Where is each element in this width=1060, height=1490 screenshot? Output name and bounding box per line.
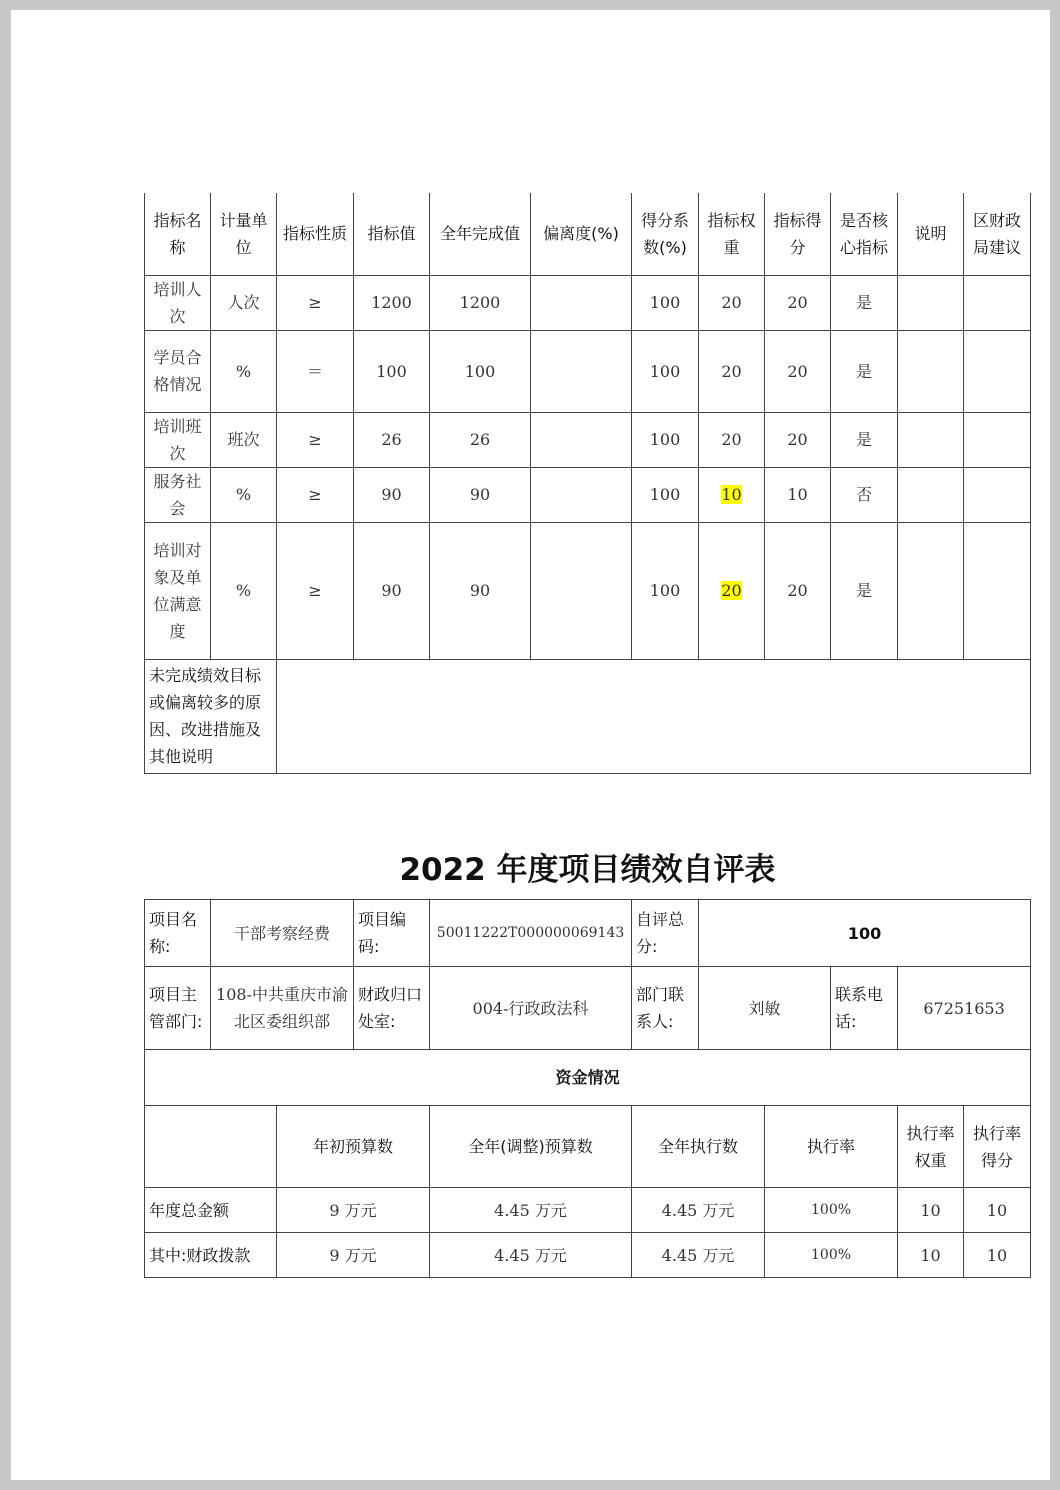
row-nature: ≥ [277, 467, 354, 522]
funds-row-adjusted: 4.45 万元 [430, 1233, 632, 1278]
contact-label: 部门联系人: [632, 967, 699, 1050]
funds-section-label: 资金情况 [145, 1050, 1031, 1106]
funds-header-adjusted: 全年(调整)预算数 [430, 1106, 632, 1188]
header-unit: 计量单位 [211, 193, 277, 275]
row-target: 90 [354, 467, 430, 522]
row-deviation [531, 522, 632, 659]
project-code-value: 50011222T000000069143 [430, 900, 632, 967]
funds-header-rate: 执行率 [765, 1106, 898, 1188]
table-row [145, 522, 1031, 659]
row-nature: ≥ [277, 522, 354, 659]
header-deviation: 偏离度(%) [531, 193, 632, 275]
row-core: 是 [831, 330, 898, 412]
funds-header-weight: 执行率权重 [898, 1106, 964, 1188]
row-weight: 20 [699, 412, 765, 467]
funds-header-executed: 全年执行数 [632, 1106, 765, 1188]
row-deviation [531, 467, 632, 522]
indicator-header-row [145, 193, 1031, 275]
row-actual: 90 [430, 522, 531, 659]
header-coef: 得分系数(%) [632, 193, 699, 275]
row-coef: 100 [632, 467, 699, 522]
row-score: 20 [765, 275, 831, 330]
row-core: 否 [831, 467, 898, 522]
funds-header-score: 执行率得分 [964, 1106, 1031, 1188]
header-advice: 区财政局建议 [964, 193, 1031, 275]
row-core: 是 [831, 412, 898, 467]
row-weight-cell [699, 522, 765, 659]
row-coef: 100 [632, 412, 699, 467]
row-actual: 100 [430, 330, 531, 412]
funds-row-executed: 4.45 万元 [632, 1188, 765, 1233]
header-weight: 指标权重 [699, 193, 765, 275]
row-note [898, 522, 964, 659]
funds-row-weight: 10 [898, 1188, 964, 1233]
phone-value: 67251653 [898, 967, 1031, 1050]
table-row [145, 467, 1031, 522]
row-target: 100 [354, 330, 430, 412]
funds-header-row [145, 1106, 1031, 1188]
row-advice [964, 467, 1031, 522]
project-name-value: 干部考察经费 [211, 900, 354, 967]
row-weight-highlight: 10 [721, 485, 742, 504]
header-note: 说明 [898, 193, 964, 275]
funds-row-weight: 10 [898, 1233, 964, 1278]
row-unit: % [211, 522, 277, 659]
funds-row-label: 其中:财政拨款 [145, 1233, 277, 1278]
row-unit: 人次 [211, 275, 277, 330]
project-code-label: 项目编码: [354, 900, 430, 967]
project-table [144, 899, 1031, 1278]
remark-label: 未完成绩效目标或偏离较多的原因、改进措施及其他说明 [145, 659, 277, 773]
row-score: 20 [765, 412, 831, 467]
table-row [145, 275, 1031, 330]
dept-label: 项目主管部门: [145, 967, 211, 1050]
dept-value: 108-中共重庆市渝北区委组织部 [211, 967, 354, 1050]
row-advice [964, 275, 1031, 330]
row-weight: 20 [699, 275, 765, 330]
row-unit: 班次 [211, 412, 277, 467]
row-target: 90 [354, 522, 430, 659]
funds-row-score: 10 [964, 1188, 1031, 1233]
row-note [898, 330, 964, 412]
funds-row-initial: 9 万元 [277, 1233, 430, 1278]
document-page [11, 10, 1050, 1480]
row-name: 学员合格情况 [145, 330, 211, 412]
project-info-row [145, 900, 1031, 967]
funds-section-row [145, 1050, 1031, 1106]
funds-row-initial: 9 万元 [277, 1188, 430, 1233]
funds-row-score: 10 [964, 1233, 1031, 1278]
funds-row-rate: 100% [765, 1233, 898, 1278]
row-core: 是 [831, 522, 898, 659]
row-name: 培训人次 [145, 275, 211, 330]
project-name-label: 项目名称: [145, 900, 211, 967]
table-row [145, 330, 1031, 412]
header-nature: 指标性质 [277, 193, 354, 275]
department-row [145, 967, 1031, 1050]
row-name: 培训班次 [145, 412, 211, 467]
row-target: 26 [354, 412, 430, 467]
remark-row [145, 659, 1031, 773]
row-deviation [531, 330, 632, 412]
funds-header-initial: 年初预算数 [277, 1106, 430, 1188]
funds-header-blank [145, 1106, 277, 1188]
row-weight-highlight: 20 [721, 581, 742, 600]
remark-value [277, 659, 1031, 773]
contact-value: 刘敏 [699, 967, 831, 1050]
row-weight: 20 [699, 330, 765, 412]
row-core: 是 [831, 275, 898, 330]
row-advice [964, 330, 1031, 412]
row-name: 培训对象及单位满意度 [145, 522, 211, 659]
row-score: 20 [765, 522, 831, 659]
row-target: 1200 [354, 275, 430, 330]
table-row [145, 1233, 1031, 1278]
phone-label: 联系电话: [831, 967, 898, 1050]
row-weight-cell [699, 467, 765, 522]
row-coef: 100 [632, 330, 699, 412]
page-title: 2022 年度项目绩效自评表 [399, 852, 776, 888]
row-actual: 90 [430, 467, 531, 522]
indicator-table [144, 193, 1031, 774]
funds-row-executed: 4.45 万元 [632, 1233, 765, 1278]
row-note [898, 412, 964, 467]
finance-value: 004-行政政法科 [430, 967, 632, 1050]
header-indicator-name: 指标名称 [145, 193, 211, 275]
row-coef: 100 [632, 522, 699, 659]
row-score: 20 [765, 330, 831, 412]
row-unit: % [211, 330, 277, 412]
row-nature: ≥ [277, 275, 354, 330]
row-name: 服务社会 [145, 467, 211, 522]
row-nature: ＝ [277, 330, 354, 412]
funds-row-label: 年度总金额 [145, 1188, 277, 1233]
row-actual: 26 [430, 412, 531, 467]
row-score: 10 [765, 467, 831, 522]
row-nature: ≥ [277, 412, 354, 467]
header-score: 指标得分 [765, 193, 831, 275]
row-coef: 100 [632, 275, 699, 330]
header-target: 指标值 [354, 193, 430, 275]
header-core: 是否核心指标 [831, 193, 898, 275]
row-actual: 1200 [430, 275, 531, 330]
self-score-label: 自评总分: [632, 900, 699, 967]
row-note [898, 275, 964, 330]
row-advice [964, 522, 1031, 659]
row-note [898, 467, 964, 522]
table-row [145, 1188, 1031, 1233]
table-row [145, 412, 1031, 467]
row-advice [964, 412, 1031, 467]
funds-row-adjusted: 4.45 万元 [430, 1188, 632, 1233]
funds-row-rate: 100% [765, 1188, 898, 1233]
self-score-value: 100 [699, 900, 1031, 967]
row-deviation [531, 412, 632, 467]
row-deviation [531, 275, 632, 330]
header-actual: 全年完成值 [430, 193, 531, 275]
row-unit: % [211, 467, 277, 522]
finance-label: 财政归口处室: [354, 967, 430, 1050]
